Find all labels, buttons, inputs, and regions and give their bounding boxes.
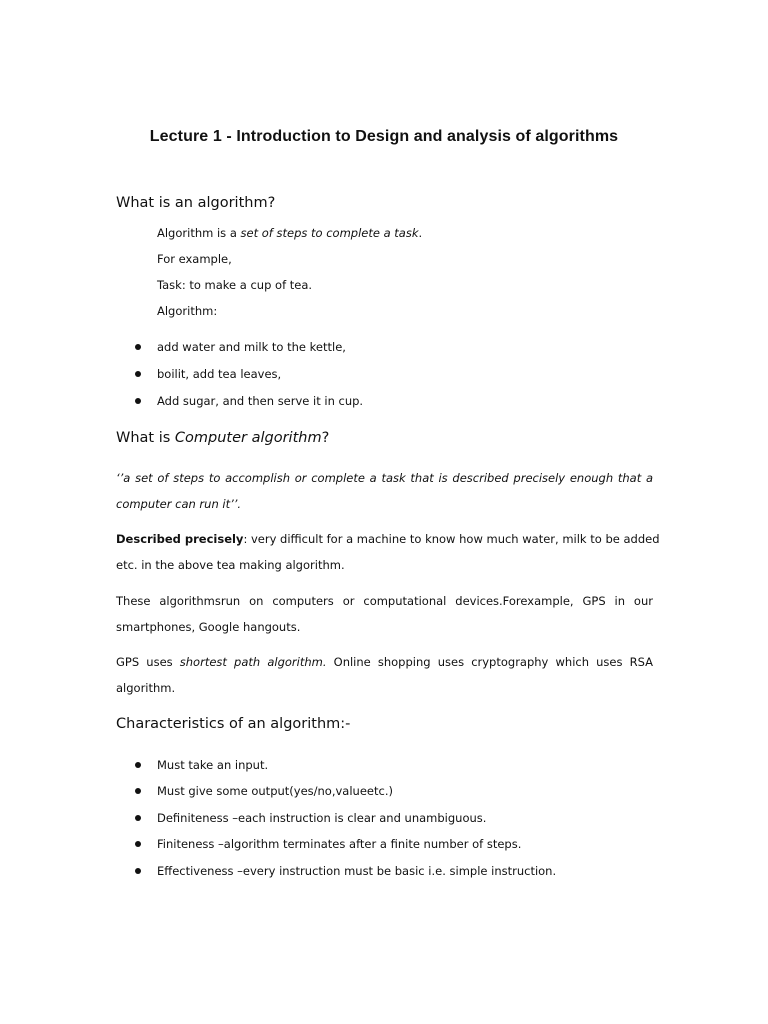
list-item-text: Definiteness –each instruction is clear and unambiguous. (157, 811, 487, 825)
bullet-icon (135, 344, 141, 350)
lecture-title: Lecture 1 - Introduction to Design and analysis of algorithms (149, 128, 619, 145)
these-line-1: These algorithmsrun on computers or computational devices.Forexample, GPS in our (116, 594, 653, 608)
list-item-text: add water and milk to the kettle, (157, 340, 346, 354)
bullet-icon (135, 815, 141, 821)
gps-paragraph-end (116, 681, 653, 695)
bullet-icon (135, 788, 141, 794)
example-label: For example, (157, 252, 232, 266)
described-line-2: etc. in the above tea making algorithm. (116, 558, 345, 572)
definition-prefix: Algorithm is a (157, 226, 241, 240)
gps-line-2: algorithm. (116, 681, 176, 695)
bullet-icon (135, 868, 141, 874)
these-line-2: smartphones, Google hangouts. (116, 620, 301, 634)
quote-line-1: ‘’a set of steps to accomplish or complete a task that is described precisely enough that a (116, 471, 653, 485)
gps-italic: shortest path algorithm. (179, 655, 327, 669)
list-item-text: Must give some output(yes/no,valueetc.) (157, 784, 393, 798)
quote-paragraph-end (116, 497, 653, 511)
bullet-icon (135, 371, 141, 377)
heading-prefix: What is (116, 430, 175, 446)
described-line-1 (116, 532, 660, 546)
these-paragraph-end (116, 620, 653, 634)
quote-paragraph (116, 471, 653, 485)
algorithm-label: Algorithm: (157, 304, 218, 318)
gps-prefix: GPS uses (116, 655, 180, 669)
described-rest: : very difficult for a machine to know how much water, milk to be added (243, 532, 660, 546)
heading-characteristics: Characteristics of an algorithm:- (116, 716, 351, 732)
quote-line-2: computer can run it’’. (116, 497, 242, 511)
gps-line-1 (116, 655, 653, 669)
bullet-icon (135, 398, 141, 404)
described-paragraph-end (116, 558, 653, 572)
list-item-text: Finiteness –algorithm terminates after a finite number of steps. (157, 837, 522, 851)
bullet-icon (135, 841, 141, 847)
task-line: Task: to make a cup of tea. (157, 278, 313, 292)
heading-computer-algorithm (116, 430, 329, 446)
these-paragraph (116, 594, 653, 608)
list-item-text: Must take an input. (157, 758, 269, 772)
gps-paragraph (116, 655, 653, 669)
heading-what-is-algorithm: What is an algorithm? (116, 195, 276, 211)
heading-suffix: ? (321, 430, 330, 446)
list-item-text: Effectiveness –every instruction must be basic i.e. simple instruction. (157, 864, 557, 878)
list-item-text: Add sugar, and then serve it in cup. (157, 394, 364, 408)
described-paragraph (116, 532, 660, 546)
bullet-icon (135, 762, 141, 768)
described-bold: Described precisely (116, 532, 244, 546)
algorithm-definition (157, 226, 422, 240)
gps-rest: Online shopping uses cryptography which uses RSA (326, 655, 653, 669)
list-item-text: boilit, add tea leaves, (157, 367, 282, 381)
heading-italic: Computer algorithm (174, 430, 322, 446)
definition-suffix: . (418, 226, 423, 240)
definition-italic: set of steps to complete a task (240, 226, 419, 240)
